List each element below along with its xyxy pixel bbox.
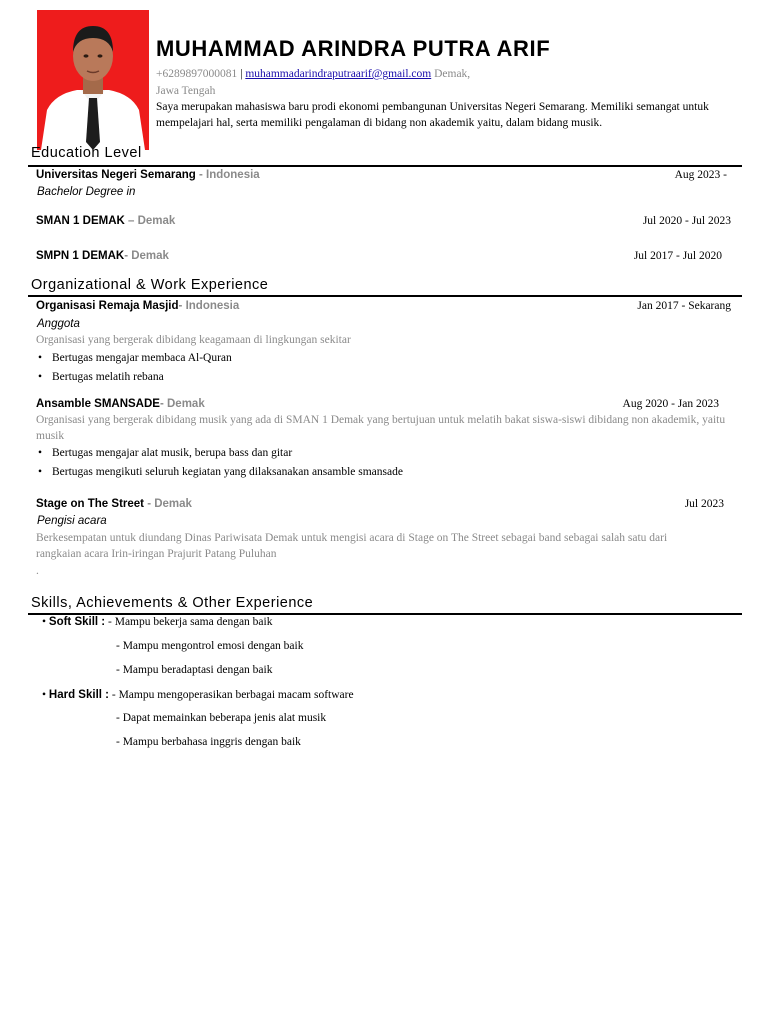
bullet-icon: • bbox=[42, 616, 47, 628]
province: Jawa Tengah bbox=[156, 85, 216, 97]
degree: Bachelor Degree in bbox=[37, 186, 136, 198]
hard-skill-item: - Mampu mengoperasikan berbagai macam software bbox=[111, 689, 354, 701]
school-name: SMAN 1 DEMAK bbox=[36, 215, 125, 227]
email-link[interactable]: muhammadarindraputraarif@gmail.com bbox=[245, 68, 432, 80]
experience-date: Jul 2023 bbox=[684, 498, 724, 510]
experience-date: Jan 2017 - Sekarang bbox=[637, 300, 731, 312]
experience-description: Organisasi yang bergerak dibidang musik yang ada di SMAN 1 Demak yang bertujuan untuk melatih bakat siswa-siswi dibidang non akademik, yaitu musik bbox=[36, 414, 726, 442]
experience-item-title bbox=[36, 498, 192, 510]
contact-separator: | bbox=[240, 68, 243, 80]
section-divider bbox=[28, 165, 742, 167]
section-title-skills: Skills, Achievements & Other Experience bbox=[31, 595, 314, 611]
experience-date: Aug 2020 - Jan 2023 bbox=[622, 398, 719, 410]
trailing-mark: . bbox=[36, 565, 39, 577]
education-date: Aug 2023 - bbox=[674, 169, 727, 181]
education-date: Jul 2017 - Jul 2020 bbox=[633, 250, 722, 262]
section-title-education: Education Level bbox=[31, 145, 142, 161]
phone-number: +6289897000081 bbox=[156, 68, 238, 80]
organization-name: Ansamble SMANSADE bbox=[36, 398, 160, 410]
profile-photo bbox=[37, 10, 149, 150]
city: Demak, bbox=[434, 68, 471, 80]
section-title-experience: Organizational & Work Experience bbox=[31, 277, 269, 293]
candidate-name: MUHAMMAD ARINDRA PUTRA ARIF bbox=[156, 36, 551, 61]
organization-location: - Demak bbox=[159, 398, 205, 410]
organization-location: - Demak bbox=[144, 498, 192, 510]
education-item-title bbox=[36, 215, 175, 227]
soft-skill-row bbox=[42, 616, 272, 628]
school-location: – Demak bbox=[124, 215, 176, 227]
experience-description: Berkesempatan untuk diundang Dinas Pariwisata Demak untuk mengisi acara di Stage on The Street sebagai band sebagai salah satu dari rangkaian acara Irin-iringan Prajurit Patang Puluhan bbox=[36, 532, 668, 560]
list-item: • Bertugas melatih rebana bbox=[38, 371, 164, 383]
experience-description: Organisasi yang bergerak dibidang keagamaan di lingkungan sekitar bbox=[36, 334, 351, 346]
experience-role: Anggota bbox=[37, 318, 80, 330]
organization-location: - Indonesia bbox=[178, 300, 240, 312]
hard-skill-item: - Dapat memainkan beberapa jenis alat musik bbox=[116, 712, 327, 724]
education-item-title bbox=[36, 250, 169, 262]
organization-name: Stage on The Street bbox=[36, 498, 144, 510]
section-divider bbox=[28, 295, 742, 297]
list-item: • Bertugas mengajar alat musik, berupa bass dan gitar bbox=[38, 447, 292, 459]
section-divider bbox=[28, 613, 742, 615]
school-name: Universitas Negeri Semarang bbox=[36, 169, 196, 181]
soft-skill-item: - Mampu mengontrol emosi dengan baik bbox=[116, 640, 304, 652]
experience-item-title bbox=[36, 300, 239, 312]
education-item-title bbox=[36, 169, 260, 181]
school-name: SMPN 1 DEMAK bbox=[36, 250, 125, 262]
bullet-icon: • bbox=[42, 689, 47, 701]
organization-name: Organisasi Remaja Masjid bbox=[36, 300, 179, 312]
list-item: • Bertugas mengikuti seluruh kegiatan yang dilaksanakan ansamble smansade bbox=[38, 466, 403, 478]
hard-skill-row bbox=[42, 689, 354, 701]
education-date: Jul 2020 - Jul 2023 bbox=[642, 215, 731, 227]
soft-skill-label: Soft Skill : bbox=[48, 616, 106, 628]
hard-skill-item: - Mampu berbahasa inggris dengan baik bbox=[116, 736, 301, 748]
list-item: • Bertugas mengajar membaca Al-Quran bbox=[38, 352, 232, 364]
school-location: - Demak bbox=[124, 250, 169, 262]
experience-item-title bbox=[36, 398, 205, 410]
soft-skill-item: - Mampu beradaptasi dengan baik bbox=[116, 664, 273, 676]
contact-info bbox=[156, 66, 486, 100]
school-location: - Indonesia bbox=[195, 169, 260, 181]
hard-skill-label: Hard Skill : bbox=[48, 689, 109, 701]
soft-skill-item: - Mampu bekerja sama dengan baik bbox=[108, 616, 273, 628]
profile-summary: Saya merupakan mahasiswa baru prodi ekonomi pembangunan Universitas Negeri Semarang. Memiliki semangat untuk mempelajari hal, serta memiliki pengalaman di bidang non akademik yaitu, dalam bidang musik. bbox=[156, 101, 709, 129]
experience-role: Pengisi acara bbox=[37, 515, 107, 527]
